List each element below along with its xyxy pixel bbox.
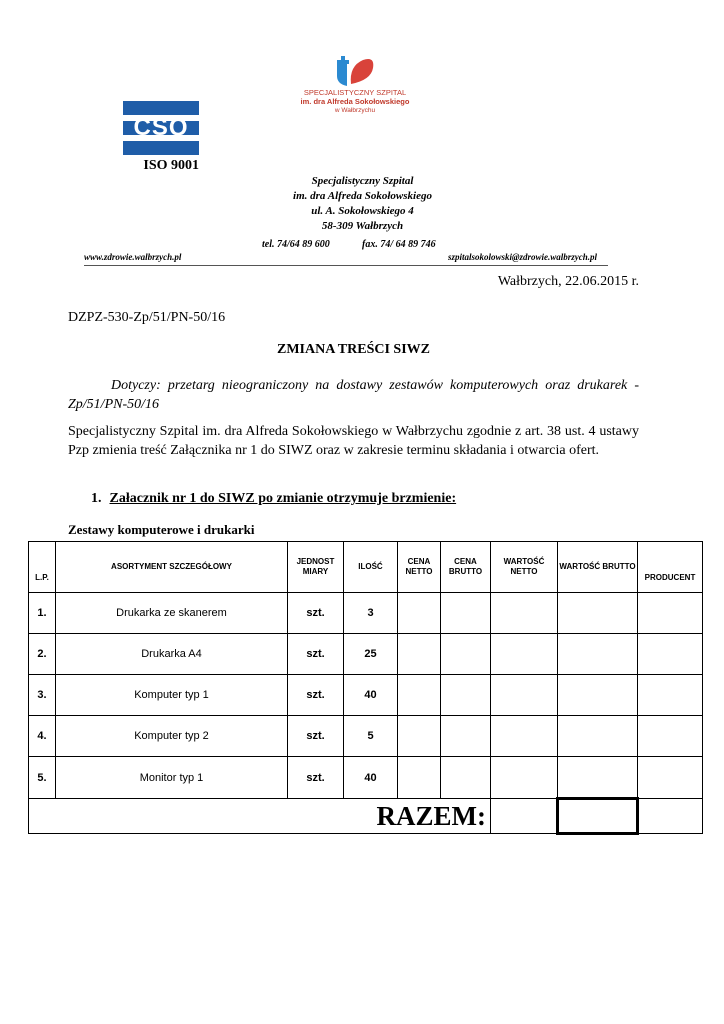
subject-paragraph: Dotyczy: przetarg nieograniczony na dostawy zestawów komputerowych oraz drukarek - Zp/51/PN-50/16 — [68, 378, 639, 412]
row-name: Komputer typ 2 — [56, 716, 288, 757]
header-gross-price: CENA BRUTTO — [441, 542, 491, 593]
table-row — [29, 757, 703, 799]
row-net-price-cell[interactable] — [398, 716, 441, 757]
csq-logo — [123, 101, 199, 155]
row-gross-value-cell[interactable] — [558, 716, 638, 757]
document-title: ZMIANA TREŚCI SIWZ — [276, 342, 430, 357]
address-name2: im. dra Alfreda Sokołowskiego — [293, 190, 432, 202]
row-qty: 40 — [344, 675, 398, 716]
header-gross-value: WARTOŚĆ BRUTTO — [558, 542, 638, 593]
csq-logo-text: CSQ — [133, 114, 189, 141]
fax: fax. 74/ 64 89 746 — [362, 239, 436, 250]
header-quantity: ILOŚĆ — [344, 542, 398, 593]
row-net-value-cell[interactable] — [491, 716, 558, 757]
price-table — [28, 541, 703, 835]
point-number: 1. — [91, 491, 102, 506]
address-street: ul. A. Sokołowskiego 4 — [311, 205, 414, 217]
header-net-value: WARTOŚĆ NETTO — [491, 542, 558, 593]
row-producer-cell[interactable] — [638, 675, 703, 716]
row-lp: 2. — [29, 634, 56, 675]
row-lp: 5. — [29, 757, 56, 799]
hospital-address — [200, 174, 525, 234]
header-net-price: CENA NETTO — [398, 542, 441, 593]
address-city: 58-309 Wałbrzych — [321, 220, 404, 232]
row-gross-value-cell[interactable] — [558, 634, 638, 675]
row-name: Drukarka ze skanerem — [56, 593, 288, 634]
reference-number: DZPZ-530-Zp/51/PN-50/16 — [68, 310, 226, 325]
table-row — [29, 634, 703, 675]
row-net-price-cell[interactable] — [398, 593, 441, 634]
total-label: RAZEM: — [29, 799, 491, 834]
row-lp: 3. — [29, 675, 56, 716]
document-date: Wałbrzych, 22.06.2015 r. — [497, 274, 639, 289]
row-net-value-cell[interactable] — [491, 675, 558, 716]
table-title: Zestawy komputerowe i drukarki — [68, 522, 255, 537]
row-producer-cell[interactable] — [638, 634, 703, 675]
table-row — [29, 675, 703, 716]
table-row — [29, 593, 703, 634]
row-unit: szt. — [288, 757, 344, 799]
row-net-price-cell[interactable] — [398, 675, 441, 716]
body-paragraph: Specjalistyczny Szpital im. dra Alfreda Sokołowskiego w Wałbrzychu zgodnie z art. 38 ust. 4 ustawy Pzp zmienia treść Załącznika nr 1 do SIWZ oraz w zakresie terminu składania i otwarcia ofert. — [68, 424, 639, 458]
row-gross-value-cell[interactable] — [558, 757, 638, 799]
header-assortment: ASORTYMENT SZCZEGÓŁOWY — [56, 542, 288, 593]
row-net-price-cell[interactable] — [398, 634, 441, 675]
row-net-price-cell[interactable] — [398, 757, 441, 799]
total-gross-box[interactable] — [558, 799, 638, 834]
row-name: Komputer typ 1 — [56, 675, 288, 716]
row-qty: 25 — [344, 634, 398, 675]
table-row — [29, 716, 703, 757]
row-net-value-cell[interactable] — [491, 634, 558, 675]
hospital-logo-icon — [333, 52, 377, 88]
iso-label: ISO 9001 — [143, 158, 199, 173]
header-divider — [84, 265, 608, 266]
row-gross-value-cell[interactable] — [558, 593, 638, 634]
header-producer: PRODUCENT — [638, 542, 703, 593]
row-gross-price-cell[interactable] — [441, 757, 491, 799]
address-name: Specjalistyczny Szpital — [311, 175, 414, 187]
row-qty: 40 — [344, 757, 398, 799]
row-name: Monitor typ 1 — [56, 757, 288, 799]
total-producer-cell — [638, 799, 703, 834]
point-text: Załacznik nr 1 do SIWZ po zmianie otrzymuje brzmienie: — [109, 491, 457, 506]
email-link[interactable]: szpitalsokolowski@zdrowie.walbrzych.pl — [448, 252, 598, 262]
row-unit: szt. — [288, 675, 344, 716]
row-producer-cell[interactable] — [638, 716, 703, 757]
hospital-logo-name — [280, 88, 430, 115]
row-gross-price-cell[interactable] — [441, 593, 491, 634]
hospital-logo-line2: im. dra Alfreda Sokołowskiego — [300, 97, 410, 106]
row-producer-cell[interactable] — [638, 757, 703, 799]
row-gross-price-cell[interactable] — [441, 634, 491, 675]
row-net-value-cell[interactable] — [491, 757, 558, 799]
row-gross-value-cell[interactable] — [558, 675, 638, 716]
hospital-logo-line1: SPECJALISTYCZNY SZPITAL — [303, 88, 407, 97]
row-unit: szt. — [288, 593, 344, 634]
total-row — [29, 799, 703, 834]
header-lp: L.P. — [29, 542, 56, 593]
row-gross-price-cell[interactable] — [441, 675, 491, 716]
total-net-cell[interactable] — [491, 799, 558, 834]
row-net-value-cell[interactable] — [491, 593, 558, 634]
row-producer-cell[interactable] — [638, 593, 703, 634]
website-link[interactable]: www.zdrowie.walbrzych.pl — [84, 252, 182, 262]
row-lp: 4. — [29, 716, 56, 757]
hospital-logo-line3: w Wałbrzychu — [334, 107, 376, 114]
row-gross-price-cell[interactable] — [441, 716, 491, 757]
table-header-row — [29, 542, 703, 593]
phone: tel. 74/64 89 600 — [262, 239, 330, 250]
row-name: Drukarka A4 — [56, 634, 288, 675]
point-1 — [91, 489, 456, 508]
row-qty: 3 — [344, 593, 398, 634]
row-lp: 1. — [29, 593, 56, 634]
row-unit: szt. — [288, 634, 344, 675]
header-unit: JEDNOST MIARY — [288, 542, 344, 593]
row-qty: 5 — [344, 716, 398, 757]
row-unit: szt. — [288, 716, 344, 757]
